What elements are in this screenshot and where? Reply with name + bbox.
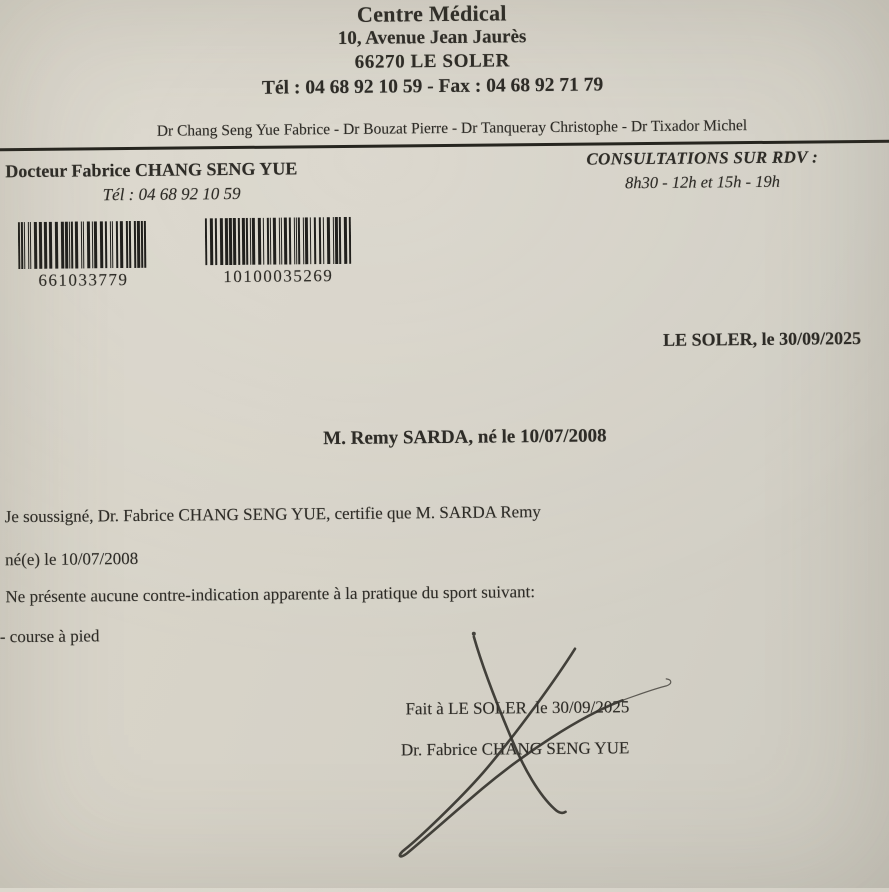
clinic-name: Centre Médical (356, 0, 507, 27)
clinic-phone-fax: Tél : 04 68 92 10 59 - Fax : 04 68 92 71 79 (261, 74, 604, 99)
certificate-line: Je soussigné, Dr. Fabrice CHANG SENG YUE, certifie que M. SARDA Remy (4, 502, 541, 527)
doctors-list-line: Dr Chang Seng Yue Fabrice - Dr Bouzat Pierre - Dr Tanqueray Christophe - Dr Tixador Michel (156, 117, 748, 140)
closing-signatory: Dr. Fabrice CHANG SENG YUE (400, 738, 630, 760)
closing-place-date: Fait à LE SOLER le 30/09/2025 (405, 697, 630, 719)
clinic-address: 10, Avenue Jean Jaurès (337, 26, 527, 50)
consultations-block (550, 147, 854, 194)
barcode (205, 217, 352, 287)
certificate-line: - course à pied (0, 626, 100, 647)
clinic-header (0, 0, 869, 103)
practitioner-name: Docteur Fabrice CHANG SENG YUE (5, 158, 298, 182)
barcode-number: 661033779 (38, 270, 129, 290)
practitioner-phone: Tél : 04 68 92 10 59 (102, 183, 241, 205)
signature-stroke-tail (622, 679, 671, 700)
barcode-number: 10100035269 (223, 266, 334, 287)
certificate-line: né(e) le 10/07/2008 (4, 548, 139, 570)
barcode-bars (18, 221, 148, 269)
consultations-hours: 8h30 - 12h et 15h - 19h (624, 171, 781, 193)
certificate-line: Ne présente aucune contre-indication apparente à la pratique du sport suivant: (5, 582, 536, 607)
consultations-title: CONSULTATIONS SUR RDV : (586, 147, 819, 169)
letter-place-date: LE SOLER, le 30/09/2025 (662, 327, 862, 350)
patient-name-line: M. Remy SARDA, né le 10/07/2008 (323, 425, 607, 450)
barcode-bars (205, 217, 351, 265)
practitioner-block (5, 158, 337, 206)
clinic-city: 66270 LE SOLER (354, 50, 511, 73)
barcode (18, 221, 149, 291)
signature-pen-dot (472, 632, 476, 636)
signature-stroke (474, 636, 566, 814)
